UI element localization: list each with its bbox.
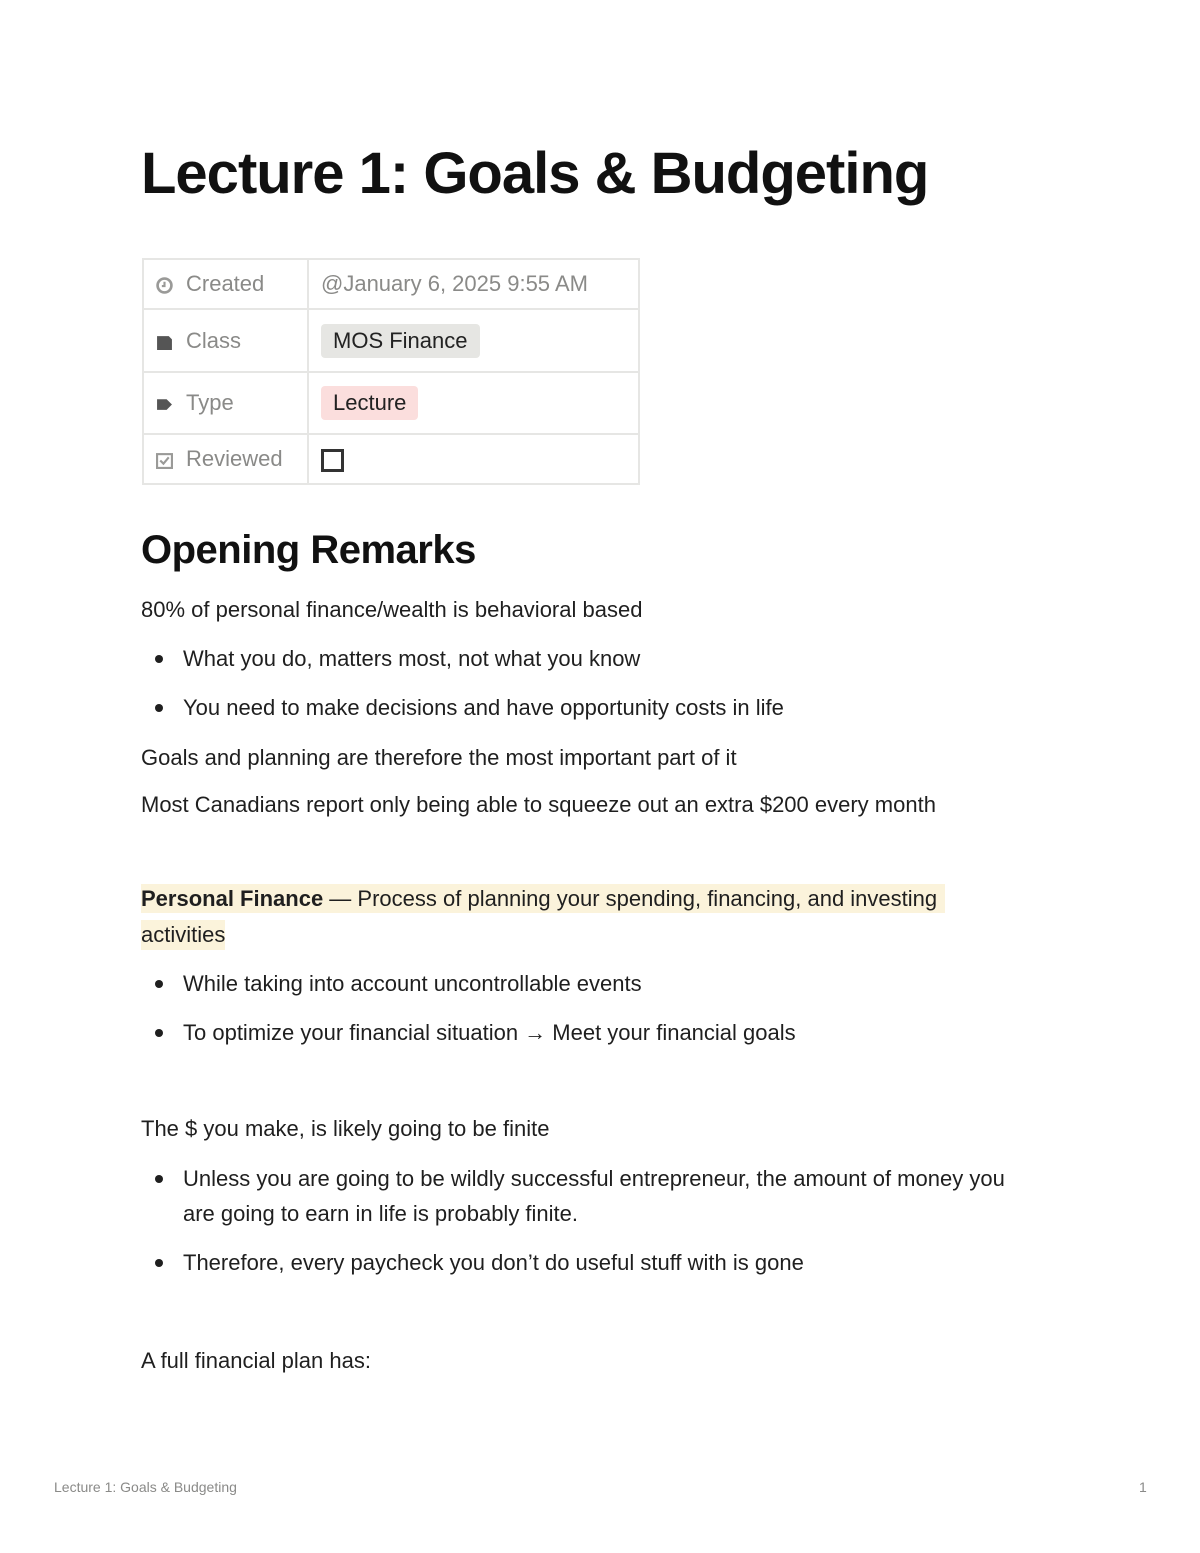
property-type	[143, 372, 639, 434]
property-reviewed	[143, 434, 639, 484]
section-heading: Opening Remarks	[141, 528, 476, 572]
select-icon	[156, 334, 173, 351]
paragraph: The $ you make, is likely going to be finite	[141, 1116, 550, 1141]
definition-text-cont: activities	[141, 920, 225, 950]
paragraph: Most Canadians report only being able to squeeze out an extra $200 every month	[141, 792, 936, 817]
tag-icon	[156, 396, 173, 413]
property-label: Type	[186, 390, 234, 415]
list-item: To optimize your financial situation → Meet your financial goals	[183, 1015, 796, 1050]
checkbox-icon	[156, 452, 173, 469]
definition-text: — Process of planning your spending, financing, and investing	[323, 886, 938, 911]
paragraph: Goals and planning are therefore the most important part of it	[141, 745, 737, 770]
property-label: Created	[186, 271, 265, 296]
list-item: What you do, matters most, not what you know	[183, 641, 640, 676]
class-tag[interactable]: MOS Finance	[321, 324, 480, 358]
definition	[141, 884, 945, 950]
paragraph: 80% of personal finance/wealth is behavioral based	[141, 597, 643, 622]
type-tag[interactable]: Lecture	[321, 386, 418, 420]
created-value: @January 6, 2025 9:55 AM	[308, 259, 639, 309]
property-class	[143, 309, 639, 372]
property-created	[143, 259, 639, 309]
properties-table	[142, 258, 640, 485]
property-label: Reviewed	[186, 446, 283, 471]
reviewed-checkbox[interactable]	[321, 449, 344, 472]
property-label: Class	[186, 327, 242, 353]
clock-icon	[156, 277, 173, 294]
page-number: 1	[1139, 1479, 1147, 1495]
page-title: Lecture 1: Goals & Budgeting	[141, 141, 929, 206]
paragraph: A full financial plan has:	[141, 1348, 371, 1373]
list-item: Unless you are going to be wildly successful entrepreneur, the amount of money you are going to earn in life is probably finite.	[183, 1161, 1013, 1231]
list-item: You need to make decisions and have opportunity costs in life	[183, 690, 784, 725]
list-item: Therefore, every paycheck you don’t do useful stuff with is gone	[183, 1245, 804, 1280]
list-item: While taking into account uncontrollable events	[183, 966, 642, 1001]
definition-term: Personal Finance	[141, 886, 324, 911]
footer-title: Lecture 1: Goals & Budgeting	[54, 1479, 237, 1495]
